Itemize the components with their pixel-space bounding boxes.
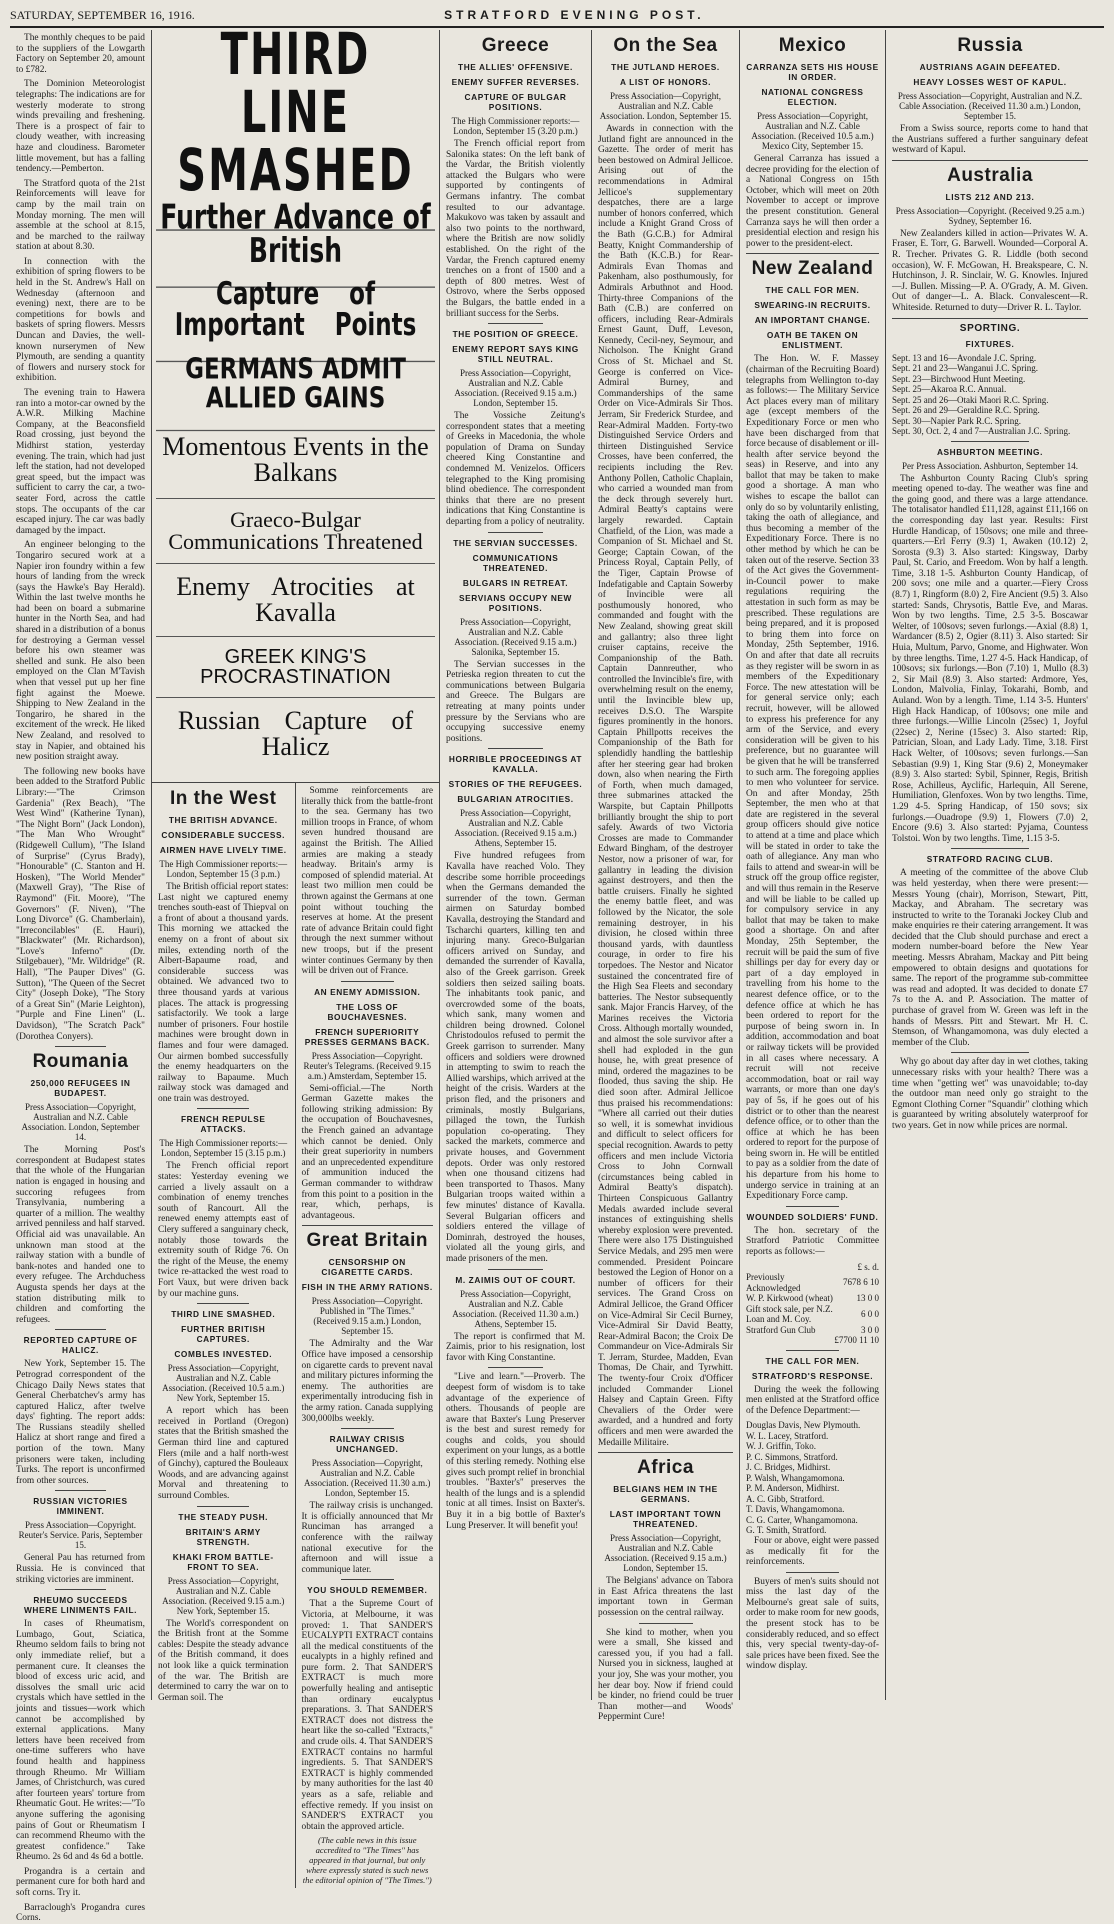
dateline: Press Association—Copyright, Australian and N.Z. Cable Association. London, September 14. (21, 1102, 140, 1143)
divider (786, 1350, 839, 1351)
enlisted-name: C. G. Carter, Whangamomona. (746, 1514, 858, 1525)
article-body: The report is confirmed that M. Zaimis, prior to his resignation, lost favor with King Constantine. (446, 1331, 585, 1363)
article-body: From a Swiss source, reports come to hand that the Austrians suffered a further sanguinary defeat westward of Kapul. (892, 124, 1088, 156)
banner-headline: Graeco-Bulgar Communications Threatened (156, 499, 435, 564)
divider (892, 318, 1088, 319)
fixture-item: Sept. 26 and 29—Geraldine R.C. Spring. (892, 405, 1040, 416)
article-body: The Morning Post's correspondent at Budapest states that the whole of the Hungarian nation is engaged in housing and succoring refugees from Transylvania, numbering a quarter of a million. The wealthy arrived penniless and half starved. Official aid was unavailable. An unknown man stood at the railway station with a bundle of bank-notes and handed one to every refugee. The Archduchess Augusta spends her days at the station distributing milk to children and comforting the refugees. (16, 1145, 145, 1325)
divider (55, 1490, 107, 1491)
article-body: During the week the following men enlisted at the Stratford office of the Defence Department:— (746, 1384, 879, 1416)
section-title-australia: Australia (947, 164, 1033, 186)
divider (341, 1428, 394, 1429)
column-greece (440, 30, 592, 1700)
dateline: Press Association—Copyright, Australian and N.Z. Cable Association. (Received 9.15 a.m.) Athens, September 15. (454, 808, 577, 849)
article-body: New York, September 15. The Petrograd correspondent of the Chicago Daily News states that General Cherbatchev's army has captured Halicz, after twelve days' fighting. The report adds: The Russians steadily shelled Halicz at short range and fired a portion of the town. Many prisoners were taken, including Turks. The report is unconfirmed from other sources. (16, 1359, 145, 1486)
section-title-mexico: Mexico (778, 35, 847, 56)
subheading: THE CALL FOR MEN. (765, 1355, 860, 1366)
divider (341, 1579, 394, 1580)
dateline: Press Association—Copyright, Australian and N.Z. Cable Association. London, September 15. (599, 91, 732, 121)
dateline: Press Association—Copyright, Australian and N.Z. Cable Association. (Received 11.30 a.m.) London, September 15. (897, 91, 1083, 121)
divider (488, 1367, 544, 1368)
advert-body: Why go about day after day in wet clothes, taking unnecessary risks with your health? There was a time when "getting wet" was unavoidable; to-day the outdoor man need only go straight to the Egmont Clothing Corner "Squandir" clothing which is guaranteed by writing absolutely waterproof for two years. Get in now while prices are normal. (892, 1057, 1088, 1131)
fund-label: Previously Acknowledged (746, 1272, 801, 1293)
local-news-item: The following new books have been added to the Stratford Public Library:—"The Crimson Gardenia" (Rex Beach), "The West Wind" (Katherine Tynan), "The Night Born" (Jack London), "The Man Who Wrought" (Ridgewell Cullum), "The Island of Surprise" (Cyrus Brady), "Honourable" (C. Stanton and H. Hosken), "The World Mender" (Maxwell Gray), "The Rise of Raymond" (Fit. Moore), "The Governors" (F. Niven), "The Long Divorce" (G. Chamberlain), "Irreconcilables" (E. Hauri), "Blackwater" (Mr. Richardson), "Love's Inferno" (Dr. Stilgebauer), "Mr. Wildridge" (R. Hall), "The Pauper Dives" (G. Sutton), "The Queen of the Secret City" (Joseph Doke), "The Story of a Great Sin" (Marie Leighton), "Purple and Fine Linen" (L. Davidson), "The Scratch Pack" (Dorothea Conyers). (16, 766, 145, 1042)
banner-headline: GREEK KING'S PROCRASTINATION (156, 637, 435, 698)
subheading: CARRANZA SETS HIS HOUSE IN ORDER. (746, 62, 879, 82)
column-local-news (10, 30, 152, 1924)
subheading: STORIES OF THE REFUGEES. (448, 779, 583, 790)
subheading: LAST IMPORTANT TOWN THREATENED. (609, 1509, 722, 1530)
subheading: WOUNDED SOLDIERS' FUND. (746, 1211, 879, 1222)
subheading: 250,000 REFUGEES IN BUDAPEST. (30, 1078, 131, 1099)
dateline: Press Association—Copyright, Australian and N.Z. Cable Association. (Received 9.15 a.m.) New York, September 15. (162, 1575, 285, 1616)
divider (598, 1452, 733, 1453)
subheading: RUSSIAN VICTORIES IMMINENT. (33, 1496, 128, 1517)
column-great-britain (296, 783, 440, 1888)
subheading: SWEARING-IN RECRUITS. (754, 300, 871, 311)
subheading: CONSIDERABLE SUCCESS. (161, 830, 286, 840)
subheading: STRATFORD'S RESPONSE. (751, 1370, 874, 1381)
enlisted-name: J. C. Bridges, Midhirst. (746, 1462, 831, 1473)
subheading: AUSTRIANS AGAIN DEFEATED. (919, 62, 1061, 72)
dateline: Press Association—Copyright, Australian and N.Z. Cable Association. (Received 9.15 a.m.) Salonika, September 15. (454, 616, 577, 657)
section-title-russia: Russia (957, 35, 1023, 56)
divider (197, 1108, 249, 1109)
section-title-roumania: Roumania (32, 1051, 129, 1073)
fixture-item: Sept. 25 and 26—Otaki Maori R.C. Spring. (892, 394, 1049, 405)
section-title-new-zealand: New Zealand (751, 258, 874, 280)
subheading: BRITAIN'S ARMY STRENGTH. (185, 1526, 261, 1547)
fund-row (746, 1325, 879, 1336)
article-body: Somme reinforcements are literally thick from the battle-front to the sea. Germany has two million troops in France, of whom seven hundred thousand are against the British. The Allied armies are making a steady headway. Britain's army is composed of splendid material. At least two million men could be thrown against the Germans at one point without touching the reserves at home. At the present rate of advance Britain could fight through the next summer without new troops, but if the present winter continues Germany by then will be driven out of France. (301, 786, 433, 977)
local-news-item: The Stratford quota of the 21st Reinforcements will leave for camp by the mail train on Monday morning. The men will assemble at the school at 8.15, and be marched to the railway station at about 8.30. (16, 178, 145, 253)
fund-amount: 6 0 0 (861, 1308, 879, 1319)
subheading: FRENCH SUPERIORITY PRESSES GERMANS BACK. (304, 1026, 430, 1047)
local-news-item: The Dominion Meteorologist telegraphs: The indications are for westerly moderate to strong winds prevailing and freshening. There is a prospect of fair to cloudy weather, with increasing haze and cloudiness. Barometer little movement, but has a falling tendency.—Pemberton. (16, 79, 145, 175)
article-body: The British official report states: Last night we captured enemy trenches south-east of Thiepval on a front of about a thousand yards. This morning we attacked the enemy on a front of about six miles, extending north of the Albert-Bapaume road, and considerable success was obtained. We advanced two to three thousand yards at various places. The attack is progressing satisfactorily. We took a large number of prisoners. Four hostile machines were brought down in flames and four were damaged. Our airmen bombed successfully the enemy headquarters on the railway to Bapaume. Much railway stock was damaged and one train was destroyed. (158, 882, 289, 1104)
column-in-the-west (152, 783, 296, 1888)
subheading: THE LOSS OF BOUCHAVESNES. (327, 1001, 408, 1022)
local-news-item: The evening train to Hawera ran into a motor-car owned by the A.W.R. Milking Machine Company, at the Beaconsfield Road crossing, just beyond the Midhirst station, yesterday evening. The train, which had just left the station, had not developed great speed, but the impact was sufficient to carry the car, a two-seater Ford, across the cattle stops. The occupants of the car escaped injury. The car was badly damaged by the impact. (16, 388, 145, 536)
fixture-item: Sept. 21 and 23—Wanganui J.C. Spring. (892, 363, 1039, 374)
article-body: The French official report from Salonika states: On the left bank of the Vardar, the British violently attacked the Bulgars who were supported by contingents of Germans infantry. The combat resulted to our advantage. Makukovo was taken by assault and also two points to the northward, where the British are now solidly established. On the right of the Vardar, the French captured enemy trenches on a front of 1500 and a depth of 800 metres. West of Ostrovo, where the Serbs opposed the Bulgars, the battle ended in a brilliant success for the Serbs. (446, 139, 585, 319)
fixture-item: Sept. 13 and 16—Avondale J.C. Spring. (892, 352, 1037, 363)
local-news-items (16, 33, 145, 1042)
enlisted-name: G. T. Smith, Stratford. (746, 1525, 827, 1536)
dateline: Press Association—Copyright, Australian and N.Z. Cable Association. (Received 9.15 a.m.) London, September 15. (454, 368, 577, 409)
editorial-note: (The cable news in this issue accredited to "The Times" has appeared in that journal, but only where expressly stated is such news the editorial opinion of "The Times.") (302, 1835, 432, 1885)
banner-headline: THIRD LINE SMASHED (156, 0, 435, 231)
dateline: Press Association—Copyright, Australian and N.Z. Cable Association. (Received 11.30 a.m.) Athens, September 15. (452, 1288, 579, 1329)
divider (951, 441, 1029, 442)
subheading: BULGARIAN ATROCITIES. (457, 794, 574, 805)
fund-label: Stratford Gun Club (746, 1324, 816, 1335)
fixture-item: Sept. 30, Oct. 2, 4 and 7—Australian J.C. Spring. (892, 426, 1071, 437)
article-body: The hon. secretary of the Stratford Patriotic Committee reports as follows:— (746, 1225, 879, 1258)
divider (55, 1329, 107, 1330)
banner-headline: Capture of Important Points (156, 261, 435, 362)
fund-row (746, 1304, 879, 1325)
subheading: LISTS 212 AND 213. (945, 191, 1035, 202)
dateline: The High Commissioner reports:— London, September 15 (3.15 p.m.) (159, 1138, 288, 1159)
local-news-item: An engineer belonging to the Tongariro secured work at a Napier iron foundry within a few hours of landing from the wreck (says the Hawke's Bay Herald). Within the last twelve months he had been on board a submarine hunter in the North Sea, and had shared in a distribution of a bonus for destroying a German vessel before his own steamer was shelled and sunk. He also been employed on the Clan M'Tavish when that vessel put up her fine fight against the Moewe. Shipping to New Zealand in the Tongariro, he shared in the excitement of the wreck. He liked New Zealand, and resolved to stay in Napier, and obtained his new position straight away. (16, 540, 145, 763)
fixtures-list (892, 353, 1088, 437)
west-and-britain (152, 783, 439, 1888)
divider (951, 848, 1029, 849)
divider (951, 1052, 1029, 1053)
dateline: Per Press Association. Ashburton, September 14. (902, 460, 1078, 471)
subheading: KHAKI FROM BATTLE-FRONT TO SEA. (172, 1551, 274, 1572)
subheading: HEAVY LOSSES WEST OF KAPUL. (913, 77, 1067, 87)
enlisted-name: A. C. Gibb, Stratford. (746, 1493, 825, 1504)
divider (197, 1303, 249, 1304)
divider (55, 1046, 107, 1047)
fund-amount: 13 0 0 (856, 1293, 879, 1304)
divider (488, 1269, 544, 1270)
local-news-item: The monthly cheques to be paid to the suppliers of the Lowgarth Factory on September 20, amount to £782. (16, 33, 145, 75)
divider (302, 1225, 434, 1226)
subheading: CAPTURE OF BULGAR POSITIONS. (464, 92, 567, 112)
subheading: A LIST OF HONORS. (619, 77, 712, 87)
fund-amount: 7678 6 10 (843, 1277, 879, 1288)
fund-head: £ s. d. (857, 1261, 879, 1272)
enlisted-name: W. L. Lacey, Stratford. (746, 1430, 829, 1441)
subheading: NATIONAL CONGRESS ELECTION. (761, 87, 864, 107)
subheading: SPORTING. (959, 322, 1021, 334)
subheading: HORRIBLE PROCEEDINGS AT KAVALLA. (448, 754, 583, 775)
section-title-greece: Greece (481, 35, 550, 56)
fixture-item: Sept. 25—Akaroa R.C. Annual. (892, 384, 1007, 395)
subheading: THE STEADY PUSH. (178, 1511, 269, 1522)
divider (786, 1206, 839, 1207)
subheading: RAILWAY CRISIS UNCHANGED. (329, 1434, 405, 1455)
banner-headline: Momentous Events in the Balkans (156, 422, 435, 499)
banner-headline: GERMANS ADMIT ALLIED GAINS (156, 340, 435, 431)
advert-body: In cases of Rheumatism, Lumbago, Gout, Sciatica, Rheumo seldom fails to bring not only immediate relief, but a permanent cure. It cleanses the blood of excess uric acid, and dissolves the small uric acid crystals which have settled in the joints and tissues—work which cannot be accomplished by external applications. Many letters have been received from one-time sufferers who have found health and happiness through Rheumo. Mr William James, of Christchurch, was cured after fourteen years' torture from Rheumatic Gout. He writes:—"To anyone suffering the agonising pains of Gout or Rheumatism I can recommend Rheumo with the greatest confidence." Take Rheumo. 2s 6d and 4s 6d a bottle. (16, 1619, 145, 1863)
advert-body: That a the Supreme Court of Victoria, at Melbourne, it was proved: 1. That SANDER'S EUCALYPTI EXTRACT contains all the medical constituents of the eucalypts in a highly refined and pure form. 2. That SANDER'S EXTRACT is much more powerfully healing and antiseptic than ordinary eucalyptus preparations. 3. That SANDER'S EXTRACT does not distress the heart like the so-called "Extracts," and crude oils. 4. That SANDER'S EXTRACT contains no harmful ingredients. 5. That SANDER'S EXTRACT is highly commended by many authorities for the last 40 years as a safe, reliable and effective remedy. If you insist on SANDER'S EXTRACT you obtain the approved article. (301, 1599, 433, 1832)
dateline: The High Commissioner reports:— London, September 15 (3 p.m.) (159, 859, 288, 879)
article-body: The Hon. W. F. Massey (chairman of the Recruiting Board) telegraphs from Wellington to-day as follows:— The Military Service Act places every man of military age (except members of the Expeditionary Force or men who have been discharged from that force because of disablement or ill-health after service beyond the seas) in Reserve, and into any ballot that may be taken to make good a shortage. A man who wishes to escape the ballot can only do so by voluntarily enlisting, taking the oath of allegiance, and thus becoming a member of the Expeditionary Force. There is no other method by which he can be taken out of the reserve. Section 33 of the Act gives the Government-in-Council power to make regulations requiring the attestation in such form as may be prescribed. These regulations are being prepared, and it is proposed to bring them into force on Monday, 25th September, 1916. On and after that date all recruits as they register will be sworn in as members of the Expeditionary Force. The new attestation will be for general service only; each recruit, however, will be allowed to express his preference for any arm of the Service, and every consideration will be given to his preference, but no guarantee will be given that he will be transferred to such arm. The foregoing applies to men who volunteer for service. On and after Monday, 25th September, the men who at that date are registered in the several group officers should give notice to attend at a time and place which will be stated in order to take the oath of allegiance. Any man who fails to attend and swear-in will be struck off the group office register, and will thus remain in the Reserve and will be liable to be called up for compulsory service in any ballot that may be taken to make good a shortage. On and after Monday, 25th September, the recruit will be paid the sum of five shillings per day for every day or part of a day employed in travelling from his home to the nearest defence office, or to the defence office at which he has been ordered to report for the purpose of being sworn in. In addition, accommodation and boat or railway tickets will be provided in all cases where necessary. A recruit will not receive accommodation, boat or rail way warrants, or more than one day's pay of 5s, if he goes out of his district or to other than the nearest defence office, or to other than the office at which he has been ordered to report for the purpose of being sworn in. He will be entitled to pay as a soldier from the date of his departure from his home to undergo service in training at an Expeditionary Force camp. (746, 354, 879, 1202)
dateline: Press Association—Copyright, Australian and N.Z. Cable Association. (Received 11.30 a.m.) London, September 15. (304, 1458, 431, 1499)
subheading: M. ZAIMIS OUT OF COURT. (455, 1274, 576, 1285)
subheading: BULGARS IN RETREAT. (462, 577, 569, 588)
banner-headline: Further Advance of British (156, 181, 435, 288)
subheading: STRATFORD RACING CLUB. (926, 854, 1054, 865)
fund-label: Gift stock sale, per N.Z. Loan and M. Coy. (746, 1303, 833, 1325)
article-body: The Ashburton County Racing Club's spring meeting opened to-day. The weather was fine and the going good, and there was a large attendance. The totalisator handled £11,128, against £11,166 on the corresponding day last year. Results: First Hurdle Handicap, of 150sovs; one mile and three-quarters.—Erl Ferry (9.3) 1, Awaken (10.12) 2, Sorosta (9.3) 3. Also started: Kingsway, Darby Paul, St. Cario, and Freedom. Won by half a length. Time, 3.18 1-5. Ashburton County Handicap, of 200 sovs; one mile and a quarter.—Fiery Cross (8.7) 1, Ringform (8.0) 2, Fire Ancient (9.5) 3. Also started: Sands, Chrysotis, Battle Eve, and Maras. Won by two lengths. Time, 2.5 3-5. Boscawar Welter, of 100sovs; seven furlongs.—Axial (8.8) 1, Wardancer (8.5) 2, Ogier (8.11) 3. Also started: Sir Huia, Multum, Parvo, Gnome, and Highwater. Won by three lengths. Time, 1.27 4-5. Hack Handicap, of 100sovs; six furlongs.—Bon (7.10) 1, Mullo (8.3) 2, Sir Mail (8.9) 3. Also started: Ardmore, Yes, London, Malvolia, Finlay, Tokarahi, Bomb, and Auland. Won by a length. Time, 1.14 3-5. Hunters' High Hack Handicap, of 100sovs; one mile and three furlongs.—Willie Lincoln (25sec) 1, Joyful (22sec) 2, Nerine (15sec) 3. Also started: Rip, Patrician, Sloan, and Lady Lady. Time, 3.18. First Hack Welter, of 100sovs; seven furlongs.—San Sebastian (9.9) 1, King Star (9.6) 2, Moneymaker (8.9) 3. Also started: Sybil, Spinner, Regis, British Rose, Achilleus, Ayclific, Harlequin, All Serene, Humiliation, Glenfoxes. Won by two lengths. Time, 1.29 4-5. Spring Handicap, of 150 sovs; six furlongs.—Ouadrope (9.9) 1, Flowers (7.0) 2, Encore (9.6) 3. Also started: Pyjama, Countess Tolstoi. Won by two lengths. Time, 1.15 3-5. (892, 473, 1088, 844)
subheading: COMBLES INVESTED. (174, 1349, 273, 1360)
article-body: A meeting of the committee of the above Club was held yesterday, when there were present:—Messrs Young (chair), Morrison, Stewart, Pitt, Mackay, and Abraham. The secretary was instructed to write to the Toranaki Jockey Club and make enquiries re their catering arrangement. It was decided that the Club should purchase and erect a modern number-board before the New Year meeting. Messrs Abraham, Mackay and Pitt being empowered to obtain designs and quotations for same. The report of the programme sub-committee was read and adopted. It was decided to donate £7 7s to the A. and P. Association. The matter of purchase of gravel from W. Green was left in the hands of Messrs. Pitt and Stewart. Mr H. C. Stemson, of Whangamomona, was duly elected a member of the Club. (892, 868, 1088, 1048)
divider (746, 253, 879, 254)
subheading: RHEUMO SUCCEEDS WHERE LINIMENTS FAIL. (23, 1595, 138, 1616)
enlisted-list (746, 1420, 879, 1536)
banner-headlines (152, 21, 439, 783)
fund-table (746, 1262, 879, 1346)
dateline: The High Commissioner reports:— London, September 15 (3.20 p.m.) (451, 116, 580, 136)
section-title-on-the-sea: On the Sea (613, 35, 718, 56)
article-body: Awards in connection with the Jutland fight are announced in the Gazette. The order of merit has been bestowed on Admiral Jellicoe. Arising out of the recommendations in Admiral Jellicoe's supplementary despatches, there are a large number of honors conferred, which include a Knight Grand Cross of the Bath (G.C.B.) for Admiral Beatty, Knight Commandership of the Bath (K.C.B.) for Rear-Admirals Evan Thomas and Pakenham, also posthumously, for Admirals Arbuthnot and Hood. Thirty-three Companions of the Bath (C.B.) are conferred on officers, including Rear-Admirals Ernest Gaunt, Duff, Leveson, Kennedy, Cecil-ney, Seymour, and Nicholson. The Knight Grand Cross of St. Michael and St. George is conferred on Vice-Admiral Burney, and Commanderships of the same Order on Vice-Admirals Sir Thos. Jerram, Sir Frederick Sturdee, and Rear-Admiral Madden. Forty-two Distinguished Service Orders and thirteen Distinguished Service Crosses, have been conferred, the recipients including the Rev. Anthony Pollen, Catholic Chaplain, who carried a wounded man from the deck through severely hurt. Admiral Beatty's captains were largely rewarded. Captain Chatfield, of the Lion, was made a Companion of St. Michael and St. George; Captain Cowan, of the Princess Royal, Captain Pelly, of the Tiger, Captain Prowse of Indefatigable and Captain Sowerby of Invincible were all posthumously honored, who commanded and fought with the New Zealand, showing great skill and gallantry; also three light cruiser captains, receive the Companionship of the Bath. Captain Dannreuther, who controlled the Invincible's fire, with overwhelming result on the enemy, until the Invincible blew up, receives D.S.O. The Warspite figures prominently in the honors. Captain Phillpotts receives the Companionship of the Bath for splendidly handling the battleship after her steering gear had broken down, also when nearing the Firth of Forth, when much damaged, three submarines attacked the Warspite, but Captain Phillpotts brilliantly brought the ship to port safely. Awards of two Victoria Crosses are made to Commander Edward Bingham, of the destroyer Nestor, now a prisoner of war, for gallantry in leading the division against destroyers, and then the battle cruisers. Finally he sighted the enemy battle fleet, and was followed by the Nicator, the sole remaining destroyer, in his division, he closed within three thousand yards, with dauntless courage, in order to fire his torpedoes. The Nestor and Nicator sustained the concentrated fire of the High Sea Fleets and secondary batteries. The Nestor subsequently sank. Major Francis Harvey, of the Marines receives the Victoria Cross. Although mortally wounded, and almost the sole survivor after a shell had exploded in the gun house, he, with great presence of mind, ordered the magazines to be flooded, thus saving the ship. He died soon after. Admiral Jellicoe thus praised his recommendations: "Where all carried out their duties so well, it is somewhat invidious and difficult to select officers for special recognition. Awards to petty officers and men include Victoria Cross to John Cornwall (circumstances being cabled in Admiral Beatty's dispatch). Thirteen Conspicuous Gallantry Medals awarded include several instances of extinguishing shells whereby explosion were prevented. There were also 175 Distinguished Service Medals, and 295 men were commended. President Poincare bestowed the Legion of Honor on a number of officers for their services. The Grand Cross on Admiral Jellicoe, the Grand Officer on Vice-Admiral Sir Cecil Burney, Vice-Admiral Sir David Beatty, Rear-Admiral Bacon; the Croix De Commandeur on Vice-Admirals Sir T. Jerram, Sturdee, Madden, Evan Thomas, De Chair, and Tyrwhitt. The twenty-four Croix d'Officer included Commander Lionel Halsey and Captain Green. Fifty Chevaliers of the Order were awarded, and a hundred and forty officers and men were awarded the Medaille Militaire. (598, 124, 733, 1448)
divider (341, 981, 394, 982)
fund-row (746, 1293, 879, 1304)
subheading: AN IMPORTANT CHANGE. (754, 315, 871, 326)
subheading: ASHBURTON MEETING. (936, 446, 1044, 457)
masthead-date: SATURDAY, SEPTEMBER 16, 1916. (10, 8, 195, 22)
article-body: General Pau has returned from Russia. He is convinced that striking victories are imminent. (16, 1553, 145, 1585)
advert-body: Barraclough's Progandra cures Corns. (16, 1902, 145, 1924)
subheading: REPORTED CAPTURE OF HALICZ. (23, 1335, 138, 1356)
column-russia-sporting (886, 30, 1094, 1700)
dateline: Press Association—Copyright, Australian and N.Z. Cable Association. (Received 10.5 a.m.) Mexico City, September 15. (751, 111, 874, 151)
subheading: THE ALLIES' OFFENSIVE. (458, 62, 573, 72)
advert-body: She kind to mother, when you were a small, She kissed and caressed you, if you had a fall. Nursed you in sickness, laughed at your joy, She was your mother, you her dear boy. Now if friend could be kinder, no friend could be truer Than mother—and Woods' Peppermint Cure! (598, 1627, 733, 1723)
subheading: FURTHER BRITISH CAPTURES. (181, 1324, 266, 1345)
article-body: The Belgians' advance on Tabora in East Africa threatens the last important town in German possession on the central railway. (598, 1576, 733, 1618)
enlisted-name: W. J. Griffin, Toko. (746, 1441, 816, 1452)
article-body: A report which has been received in Portland (Oregon) states that the British smashed the German third line and captured Flers (mile and a half north-west of Ginchy), captured the Bouleaux Woods, and are advancing against Morval and threatening to surround Combles. (158, 1406, 289, 1501)
subheading: BELGIANS HEM IN THE GERMANS. (613, 1484, 718, 1505)
subheading: AN ENEMY ADMISSION. (314, 986, 421, 997)
fund-label: W. P. Kirkwood (wheat) (746, 1293, 833, 1304)
article-body: The railway crisis is unchanged. It is officially announced that Mr Runciman has arranged a conference with the railway national executive for the afternoon and will issue a communique later. (301, 1501, 433, 1575)
article-body: The Servian successes in the Petrieska region threaten to cut the communications between Bulgaria and Greece. The Bulgars are retreating at many points under pressure by the Servians who are occupying successive enemy positions. (446, 659, 585, 744)
section-title-west: In the West (170, 788, 277, 809)
article-body: The World's correspondent on the British front at the Somme cables: Despite the steady advance of the British command, it does not look like a quick termination of the war. The British are determined to carry the war on to German soil. The (158, 1618, 289, 1703)
fixture-item: Sept. 30—Napier Park R.C. Spring. (892, 415, 1021, 426)
subheading: THE POSITION OF GREECE. (452, 329, 579, 340)
column-mexico-nz (740, 30, 886, 1700)
masthead-title: STRATFORD EVENING POST. (444, 8, 705, 22)
dateline: Press Association—Copyright. Published in "The Times." (Received 9.15 a.m.) London, September 15. (311, 1296, 423, 1337)
subheading: ENEMY REPORT SAYS KING STILL NEUTRAL. (452, 344, 579, 365)
advert-body: Progandra is a certain and permanent cure for both hard and soft corns. Try it. (16, 1866, 145, 1899)
article-body: General Carranza has issued a decree providing for the election of a National Congress on 15th October, which will meet on 20th November to accept or improve the present constitution. General Carranza says he will then order a presidential election and resign his power to the president-elect. (746, 154, 879, 249)
subheading: YOU SHOULD REMEMBER. (307, 1585, 428, 1596)
fund-total: £7700 11 10 (834, 1335, 879, 1346)
column-on-the-sea (592, 30, 740, 1723)
columns (10, 21, 1104, 1924)
subheading: FIXTURES. (965, 338, 1015, 349)
banner-headline: Enemy Atrocities at Kavalla (156, 564, 435, 637)
enlisted-name: P. C. Simmons, Stratford. (746, 1451, 838, 1462)
dateline: Press Association—Copyright, Australian and N.Z. Cable Association. (Received 9.15 a.m.) London, September 15. (604, 1533, 727, 1574)
subheading: OATH BE TAKEN ON ENLISTMENT. (766, 330, 859, 351)
subheading: FRENCH REPULSE ATTACKS. (181, 1114, 266, 1135)
dateline: Press Association—Copyright, Australian and N.Z. Cable Association. (Received 10.5 a.m.) New York, September 15. (162, 1363, 285, 1404)
divider (488, 323, 544, 324)
dateline: Press Association—Copyright. Reuter's Telegrams. (Received 9.15 a.m.) Amsterdam, September 15. (303, 1050, 432, 1081)
subheading: ENEMY SUFFER REVERSES. (451, 77, 580, 87)
column-war-news (152, 21, 440, 1885)
fund-row (746, 1272, 879, 1293)
banner-headline: Russian Capture of Halicz (177, 706, 414, 761)
subheading: THIRD LINE SMASHED. (171, 1309, 276, 1320)
enlisted-name: T. Davis, Whangamomona. (746, 1504, 845, 1515)
dateline: Press Association—Copyright. (Received 9.25 a.m.) Sydney, September 16. (895, 205, 1085, 226)
divider (197, 1506, 249, 1507)
section-title-great-britain: Great Britain (306, 1230, 429, 1252)
enlisted-name: P. M. Anderson, Midhirst. (746, 1483, 840, 1494)
local-news-item: In connection with the exhibition of spring flowers to be held in the St. Andrew's Hall on Wednesday (afternoon and evening) next, there are to be competitions for bowls and baskets of spring flowers. Messrs Duncan and Davies, the well-known nurserymen of New Plymouth, are sending a quantity of flowers and nursery stock for exhibition. (16, 256, 145, 384)
divider (488, 532, 544, 533)
subheading: THE CALL FOR MEN. (765, 285, 860, 296)
enlisted-name: P. Walsh, Whangamomona. (746, 1472, 845, 1483)
article-body: New Zealanders killed in action—Privates W. A. Fraser, E. Torr, G. Barwell. Wounded—Corporal A. R. Trecher. Privates G. R. Liddle (both second occasion), W. F. McGowan, H. Breakspeare, C. N. Hutchinson, J. R. Sinclair, W. G. Knowles. Injured—J. Bullen. Missing—P. A. O'Grady, A. M. Given. Out of danger—L. A. Black. Convalescent—R. Whiteside. Returned to duty—Driver R. L. Taylor. (892, 228, 1088, 313)
advert-body: Buyers of men's suits should not miss the last day of the Melbourne's great sale of suits, order to make room for new goods, the present stock has to be considerably reduced, and so effect this, very special twenty-day-of-sale prices have been fixed. See the window display. (746, 1576, 880, 1672)
advert-body: "Live and learn."—Proverb. The deepest form of wisdom is to take advantage of the experience of others. Thousands of people are aware that Baxter's Lung Preserver is the best and surest remedy for coughs and colds, you should experiment on your lungs, as a bottle of this sterling remedy. Nothing else gives such prompt relief in bronchial troubles. "Baxter's" preserves the health of the lungs and is a splendid tonic at all times. Insist on Baxter's. Buy it in a big bottle of Baxter's Lung Preserver. It will benefit you! (446, 1372, 585, 1531)
dateline: Press Association—Copyright. Reuter's Service. Paris, September 15. (18, 1520, 143, 1551)
divider (55, 1589, 107, 1590)
subheading: AIRMEN HAVE LIVELY TIME. (159, 845, 287, 855)
subheading: THE SERVIAN SUCCESSES. (453, 537, 578, 548)
article-body: The Admiralty and the War Office have imposed a censorship on cigarette cards to prevent naval and military pictures informing the enemy. The authorities are experimentally introducing fish in the army ration. Canada supplying 300,000lbs weekly. (301, 1339, 433, 1424)
subheading: THE JUTLAND HEROES. (611, 62, 720, 72)
fund-amount: 3 0 0 (861, 1324, 879, 1335)
subheading: COMMUNICATIONS THREATENED. (472, 552, 559, 573)
section-title-africa: Africa (637, 1457, 694, 1479)
divider (786, 1572, 839, 1573)
article-body: Semi-official.—The North German Gazette makes the following striking admission: By the occupation of Bouchavesnes, the French gained an advantage which cannot be denied. Only their great superiority in numbers and an unprecedented expenditure of ammunition induced the German commander to withdraw from this point to a position in the rear, which, perhaps, is advantageous. (301, 1083, 433, 1221)
article-body: The Vossiche Zeitung's correspondent states that a meeting of Greeks in Macedonia, the whole population of Drama on Sunday cheered King Constantine and condemned M. Venizelos. Officers telegraphed to the King promising blind obedience. The correspondent thinks that there are no present indications that King Constantine is departing from a policy of neutrality. (446, 411, 585, 528)
article-body: Five hundred refugees from Kavalla have reached Volo. They describe some horrible proceedings when the Germans demanded the surrender of the town. German airmen on Saturday bombed Kavalla, destroying the Standard and Tscharchi quarters, killing ten and injuring many. Greco-Bulgarian officers arrived on Sunday, and demanded the surrender of Kavalla, also of the Greek garrison. Greek soldiers then seized sailing boats. The inhabitants took panic, and overcrowded some of the boats, which sank, many women and children being drowned. Colonel Christodoulos refused to permit the Greek garrison to surrender. Many officers and soldiers were drowned in attempting to swim to reach the Allied warships, which arrived at the height of the crisis. Warders at the prison fled, and the prisoners and criminals, mostly Bulgarians, pillaged the town, the Turkish population co-operating. They sacked the markets, commerce and private houses, and Government depots. Order was only restored when one thousand citizens had been transported to Thasos. Many Bulgarian troops waited within a few minutes' distance of Kavalla. Several Bulgarian officers and soldiers entered the village of Dominrah, destroyed the houses, violated all the young girls, and made prisoners of the men. (446, 851, 585, 1264)
subheading: FISH IN THE ARMY RATIONS. (301, 1282, 433, 1293)
divider (639, 1623, 693, 1624)
divider (892, 160, 1088, 161)
article-body: Four or above, eight were passed as medically fit for the reinforcements. (746, 1535, 879, 1568)
subheading: CENSORSHIP ON CIGARETTE CARDS. (321, 1257, 414, 1278)
divider (488, 748, 544, 749)
article-body: The French official report states: Yesterday evening we carried a lively assault on a combination of enemy trenches south of Rancourt. All the renewed enemy attempts east of Clery suffered a sanguinary check, notably those towards the extremity south of Ridge 76. On the right of the Meuse, the enemy twice re-attacked the west road to Fort Vaux, but were driven back by our machine guns. (158, 1161, 289, 1299)
fixture-item: Sept. 23—Birchwood Hunt Meeting. (892, 373, 1026, 384)
subheading: THE BRITISH ADVANCE. (168, 815, 278, 825)
subheading: SERVIANS OCCUPY NEW POSITIONS. (459, 592, 572, 613)
enlisted-name: Douglas Davis, New Plymouth. (746, 1420, 861, 1431)
